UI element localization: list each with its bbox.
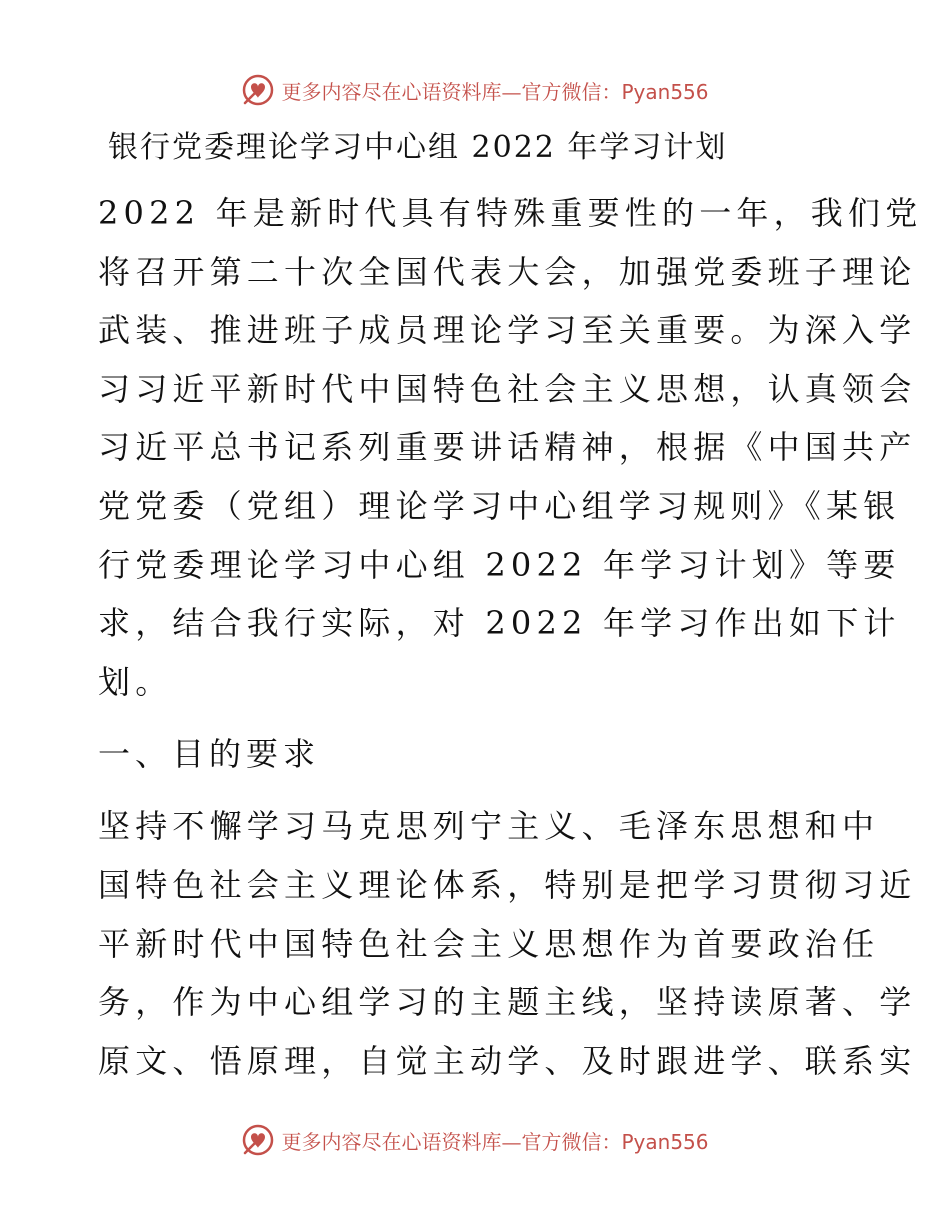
text-line: 划。 [98,662,173,701]
document-body [98,120,923,1090]
text-line: 武装、推进班子成员理论学习至关重要。为深入学 [98,311,917,350]
text-line: 坚持不懈学习马克思列宁主义、毛泽东思想和中 [98,807,880,846]
watermark-text: 更多内容尽在心语资料库—官方微信：Pyan556 [281,79,709,104]
text-line: 务，作为中心组学习的主题主线，坚持读原著、学 [98,983,917,1022]
section-heading: 一、目的要求 [98,735,321,774]
watermark-text: 更多内容尽在心语资料库—官方微信：Pyan556 [281,1129,709,1154]
text-line: 国特色社会主义理论体系，特别是把学习贯彻习近 [98,865,917,904]
text-line: 求，结合我行实际，对 2022 年学习作出如下计 [98,604,901,643]
document-title: 银行党委理论学习中心组 2022 年学习计划 [108,130,728,165]
heart-pen-logo-icon [241,1123,275,1157]
intro-paragraph [98,184,923,711]
text-line: 习习近平新时代中国特色社会主义思想，认真领会 [98,369,917,408]
text-line: 行党委理论学习中心组 2022 年学习计划》等要 [98,545,901,584]
text-line: 平新时代中国特色社会主义思想作为首要政治任 [98,924,880,963]
text-line: 2022 年是新时代具有特殊重要性的一年，我们党 [98,194,923,232]
section1-paragraph [98,797,917,1090]
text-line: 将召开第二十次全国代表大会，加强党委班子理论 [98,252,917,291]
watermark-bottom [0,1120,950,1160]
text-line: 习近平总书记系列重要讲话精神，根据《中国共产 [98,428,917,467]
text-line: 原文、悟原理，自觉主动学、及时跟进学、联系实 [98,1041,917,1080]
watermark-top [0,70,950,110]
text-line: 党党委（党组）理论学习中心组学习规则》《某银 [98,486,901,525]
heart-pen-logo-icon [241,73,275,107]
